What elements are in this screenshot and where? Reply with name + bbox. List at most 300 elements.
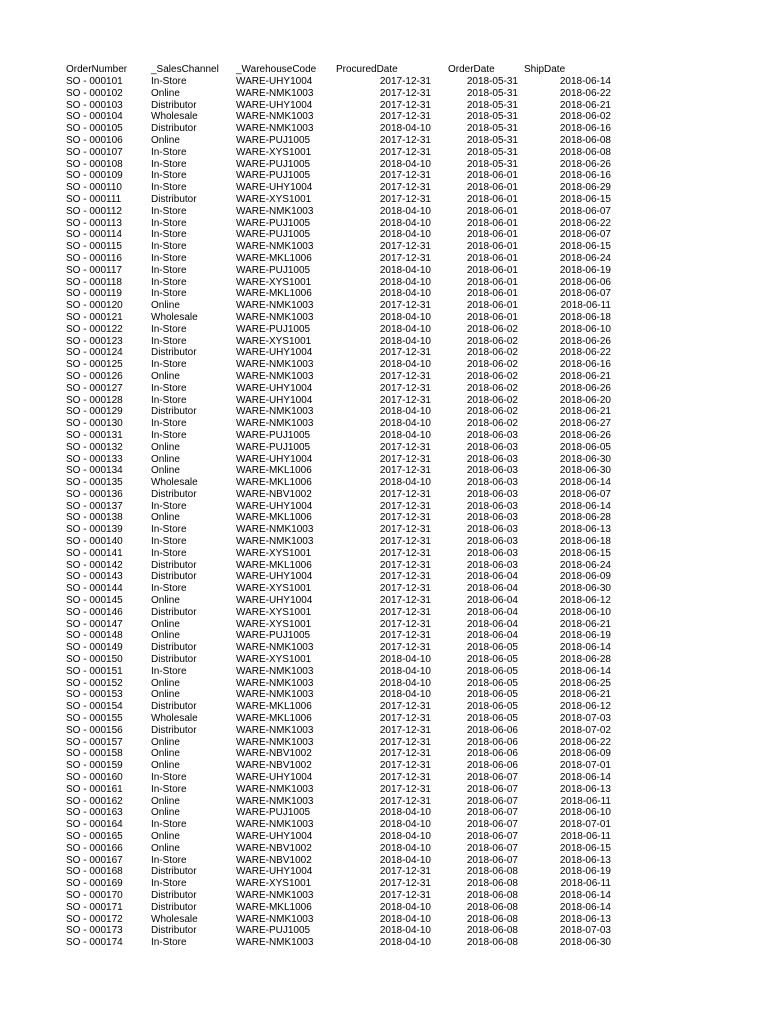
procured-date-cell: 2017-12-31 [379,170,431,182]
procured-date-cell: 2017-12-31 [379,559,431,571]
ship-date-cell: 2018-06-10 [559,807,611,819]
table-row [66,737,611,749]
table-row [66,866,611,878]
ship-date-cell: 2018-06-14 [559,477,611,489]
order-date-cell: 2018-06-05 [466,677,518,689]
ship-date-cell: 2018-06-10 [559,323,611,335]
sales-channel-cell: Online [151,300,180,312]
order-date-cell: 2018-05-31 [466,76,518,87]
table-row [66,300,611,312]
table-row [66,359,611,371]
warehouse-code-cell: WARE-PUJ1005 [236,807,311,819]
order-date-cell: 2018-06-02 [466,394,518,406]
table-row [66,536,611,548]
table-row [66,206,611,218]
table-row [66,324,611,336]
ship-date-cell: 2018-06-26 [559,158,611,170]
procured-date-cell: 2018-04-10 [379,264,431,276]
sales-channel-cell: In-Store [151,665,187,677]
procured-date-cell: 2018-04-10 [379,807,431,819]
warehouse-code-cell: WARE-MKL1006 [236,559,312,571]
header-ship-date: ShipDate [524,64,566,75]
sales-channel-cell: In-Store [151,288,187,300]
procured-date-cell: 2017-12-31 [379,713,431,725]
sales-channel-cell: In-Store [151,854,187,866]
procured-date-cell: 2018-04-10 [379,665,431,677]
order-date-cell: 2018-06-05 [466,665,518,677]
ship-date-cell: 2018-06-27 [559,418,611,430]
order-number-cell: SO - 000127 [66,382,123,394]
ship-date-cell: 2018-06-21 [559,99,611,111]
procured-date-cell: 2017-12-31 [379,252,431,264]
ship-date-cell: 2018-06-25 [559,677,611,689]
warehouse-code-cell: WARE-NMK1003 [236,819,314,831]
warehouse-code-cell: WARE-NBV1002 [236,760,312,772]
header-row [66,63,611,76]
order-date-cell: 2018-06-07 [466,783,518,795]
order-number-cell: SO - 000113 [66,217,122,229]
table-row [66,701,611,713]
order-number-cell: SO - 000173 [66,925,123,937]
order-number-cell: SO - 000139 [66,524,123,536]
order-date-cell: 2018-06-03 [466,477,518,489]
ship-date-cell: 2018-06-14 [559,500,611,512]
table-row [66,524,611,536]
ship-date-cell: 2018-06-07 [559,488,611,500]
sales-channel-cell: Online [151,630,180,642]
ship-date-cell: 2018-06-14 [559,665,611,677]
sales-channel-cell: Online [151,748,180,760]
sales-channel-cell: In-Store [151,276,187,288]
warehouse-code-cell: WARE-NBV1002 [236,854,312,866]
ship-date-cell: 2018-07-01 [559,819,611,831]
order-number-cell: SO - 000164 [66,819,123,831]
order-number-cell: SO - 000163 [66,807,123,819]
order-date-cell: 2018-06-07 [466,854,518,866]
sales-channel-cell: In-Store [151,252,187,264]
warehouse-code-cell: WARE-PUJ1005 [236,158,311,170]
warehouse-code-cell: WARE-NMK1003 [236,889,314,901]
order-date-cell: 2018-06-02 [466,418,518,430]
order-number-cell: SO - 000147 [66,618,123,630]
order-date-cell: 2018-06-07 [466,831,518,842]
order-number-cell: SO - 000125 [66,359,123,371]
warehouse-code-cell: WARE-NMK1003 [236,724,314,736]
sales-channel-cell: Online [151,736,180,748]
warehouse-code-cell: WARE-NMK1003 [236,524,314,536]
order-date-cell: 2018-06-01 [466,300,518,312]
ship-date-cell: 2018-06-22 [559,347,611,359]
sales-channel-cell: Online [151,689,180,701]
ship-date-cell: 2018-06-26 [559,335,611,347]
ship-date-cell: 2018-06-13 [559,524,611,536]
procured-date-cell: 2017-12-31 [379,512,431,524]
order-date-cell: 2018-06-03 [466,500,518,512]
sales-channel-cell: Online [151,842,180,854]
order-date-cell: 2018-06-03 [466,536,518,548]
ship-date-cell: 2018-06-13 [559,854,611,866]
order-date-cell: 2018-06-06 [466,748,518,760]
order-date-cell: 2018-06-03 [466,512,518,524]
warehouse-code-cell: WARE-UHY1004 [236,500,313,512]
sales-channel-cell: Distributor [151,123,197,135]
procured-date-cell: 2018-04-10 [379,323,431,335]
ship-date-cell: 2018-06-07 [559,229,611,241]
sales-channel-cell: In-Store [151,382,187,394]
sales-channel-cell: In-Store [151,217,187,229]
warehouse-code-cell: WARE-XYS1001 [236,276,312,288]
procured-date-cell: 2018-04-10 [379,418,431,430]
order-date-cell: 2018-06-08 [466,866,518,878]
procured-date-cell: 2017-12-31 [379,547,431,559]
table-row [66,277,611,289]
order-number-cell: SO - 000114 [66,229,122,241]
table-row [66,678,611,690]
sales-channel-cell: Distributor [151,701,197,713]
procured-date-cell: 2017-12-31 [379,146,431,158]
ship-date-cell: 2018-06-18 [559,311,611,323]
order-date-cell: 2018-06-04 [466,595,518,607]
order-number-cell: SO - 000168 [66,866,123,878]
ship-date-cell: 2018-06-11 [560,878,611,890]
sales-channel-cell: In-Store [151,583,187,595]
ship-date-cell: 2018-06-15 [559,842,611,854]
order-number-cell: SO - 000131 [66,429,123,441]
order-number-cell: SO - 000107 [66,146,123,158]
sales-channel-cell: In-Store [151,76,187,87]
sales-channel-cell: Online [151,441,180,453]
order-date-cell: 2018-06-02 [466,406,518,418]
order-number-cell: SO - 000149 [66,642,123,654]
order-date-cell: 2018-06-01 [466,241,518,253]
order-date-cell: 2018-05-31 [466,99,518,111]
procured-date-cell: 2017-12-31 [379,571,431,583]
procured-date-cell: 2017-12-31 [379,453,431,465]
order-date-cell: 2018-06-03 [466,465,518,477]
warehouse-code-cell: WARE-PUJ1005 [236,441,311,453]
sales-channel-cell: In-Store [151,418,187,430]
warehouse-code-cell: WARE-UHY1004 [236,99,313,111]
order-date-cell: 2018-06-02 [466,347,518,359]
procured-date-cell: 2017-12-31 [379,241,431,253]
order-number-cell: SO - 000121 [66,311,123,323]
sales-channel-cell: Online [151,453,180,465]
procured-date-cell: 2017-12-31 [379,866,431,878]
sales-channel-cell: In-Store [151,146,187,158]
ship-date-cell: 2018-06-07 [559,288,611,300]
sales-channel-cell: Distributor [151,406,197,418]
ship-date-cell: 2018-06-19 [559,866,611,878]
table-row [66,229,611,241]
procured-date-cell: 2017-12-31 [379,878,431,890]
sales-channel-cell: In-Store [151,524,187,536]
procured-date-cell: 2018-04-10 [379,477,431,489]
ship-date-cell: 2018-06-14 [559,772,611,784]
order-number-cell: SO - 000104 [66,111,123,123]
warehouse-code-cell: WARE-XYS1001 [236,618,312,630]
table-row [66,336,611,348]
order-date-cell: 2018-06-07 [466,819,518,831]
order-number-cell: SO - 000130 [66,418,123,430]
procured-date-cell: 2017-12-31 [379,583,431,595]
table-row [66,312,611,324]
order-number-cell: SO - 000119 [66,288,122,300]
ship-date-cell: 2018-06-02 [559,111,611,123]
sales-channel-cell: Online [151,795,180,807]
warehouse-code-cell: WARE-MKL1006 [236,713,312,725]
table-row [66,831,611,843]
sales-channel-cell: In-Store [151,937,187,949]
order-number-cell: SO - 000153 [66,689,123,701]
sales-channel-cell: In-Store [151,241,187,253]
order-number-cell: SO - 000102 [66,87,123,99]
procured-date-cell: 2018-04-10 [379,335,431,347]
order-number-cell: SO - 000116 [66,252,122,264]
order-number-cell: SO - 000101 [66,76,123,87]
warehouse-code-cell: WARE-XYS1001 [236,146,312,158]
order-date-cell: 2018-06-06 [466,736,518,748]
procured-date-cell: 2018-04-10 [379,654,431,666]
order-date-cell: 2018-06-01 [466,252,518,264]
table-row [66,489,611,501]
order-number-cell: SO - 000144 [66,583,123,595]
ship-date-cell: 2018-06-08 [559,134,611,146]
order-date-cell: 2018-06-02 [466,370,518,382]
procured-date-cell: 2017-12-31 [379,701,431,713]
order-date-cell: 2018-06-02 [466,359,518,371]
table-row [66,796,611,808]
table-row [66,111,611,123]
warehouse-code-cell: WARE-UHY1004 [236,394,313,406]
header-warehouse-code: _WarehouseCode [236,64,317,75]
sales-channel-cell: Online [151,677,180,689]
ship-date-cell: 2018-06-22 [559,217,611,229]
ship-date-cell: 2018-06-05 [559,441,611,453]
sales-channel-cell: Wholesale [151,913,198,925]
order-number-cell: SO - 000142 [66,559,123,571]
ship-date-cell: 2018-06-21 [559,689,611,701]
warehouse-code-cell: WARE-PUJ1005 [236,217,311,229]
ship-date-cell: 2018-06-12 [559,595,611,607]
sales-channel-cell: Online [151,465,180,477]
procured-date-cell: 2017-12-31 [379,394,431,406]
warehouse-code-cell: WARE-NMK1003 [236,418,314,430]
order-date-cell: 2018-06-05 [466,654,518,666]
order-date-cell: 2018-06-06 [466,724,518,736]
header-order-date: OrderDate [448,64,495,75]
procured-date-cell: 2017-12-31 [379,182,431,194]
warehouse-code-cell: WARE-XYS1001 [236,547,312,559]
ship-date-cell: 2018-06-06 [559,276,611,288]
procured-date-cell: 2017-12-31 [379,347,431,359]
order-date-cell: 2018-06-08 [466,913,518,925]
order-number-cell: SO - 000135 [66,477,123,489]
procured-date-cell: 2017-12-31 [379,748,431,760]
ship-date-cell: 2018-06-24 [559,252,611,264]
table-row [66,630,611,642]
ship-date-cell: 2018-06-19 [559,630,611,642]
sales-channel-cell: In-Store [151,264,187,276]
warehouse-code-cell: WARE-NMK1003 [236,300,314,312]
warehouse-code-cell: WARE-NMK1003 [236,736,314,748]
order-number-cell: SO - 000171 [66,901,123,913]
table-row [66,100,611,112]
order-date-cell: 2018-06-04 [466,630,518,642]
table-row [66,713,611,725]
warehouse-code-cell: WARE-NMK1003 [236,677,314,689]
ship-date-cell: 2018-07-03 [559,925,611,937]
procured-date-cell: 2018-04-10 [379,819,431,831]
header-order-number: OrderNumber [66,64,128,75]
order-number-cell: SO - 000132 [66,441,123,453]
table-row [66,383,611,395]
order-number-cell: SO - 000165 [66,831,123,842]
sales-channel-cell: Distributor [151,642,197,654]
warehouse-code-cell: WARE-MKL1006 [236,288,312,300]
sales-channel-cell: Wholesale [151,477,198,489]
order-date-cell: 2018-06-03 [466,429,518,441]
order-date-cell: 2018-06-06 [466,760,518,772]
ship-date-cell: 2018-06-26 [559,429,611,441]
order-date-cell: 2018-05-31 [466,134,518,146]
ship-date-cell: 2018-06-14 [559,901,611,913]
warehouse-code-cell: WARE-XYS1001 [236,654,312,666]
warehouse-code-cell: WARE-XYS1001 [236,193,312,205]
warehouse-code-cell: WARE-NMK1003 [236,241,314,253]
warehouse-code-cell: WARE-NMK1003 [236,783,314,795]
procured-date-cell: 2017-12-31 [379,760,431,772]
warehouse-code-cell: WARE-MKL1006 [236,477,312,489]
order-date-cell: 2018-06-08 [466,889,518,901]
order-number-cell: SO - 000167 [66,854,123,866]
warehouse-code-cell: WARE-NMK1003 [236,689,314,701]
order-number-cell: SO - 000106 [66,134,123,146]
procured-date-cell: 2017-12-31 [379,536,431,548]
warehouse-code-cell: WARE-PUJ1005 [236,630,311,642]
order-date-cell: 2018-06-03 [466,524,518,536]
order-number-cell: SO - 000133 [66,453,123,465]
procured-date-cell: 2018-04-10 [379,677,431,689]
orders-sheet [66,63,626,949]
table-row [66,123,611,135]
warehouse-code-cell: WARE-XYS1001 [236,878,312,890]
warehouse-code-cell: WARE-NMK1003 [236,665,314,677]
sales-channel-cell: Distributor [151,488,197,500]
sales-channel-cell: In-Store [151,335,187,347]
order-number-cell: SO - 000172 [66,913,123,925]
procured-date-cell: 2017-12-31 [379,606,431,618]
procured-date-cell: 2018-04-10 [379,217,431,229]
ship-date-cell: 2018-06-21 [559,618,611,630]
order-number-cell: SO - 000156 [66,724,123,736]
warehouse-code-cell: WARE-PUJ1005 [236,170,311,182]
ship-date-cell: 2018-06-18 [559,536,611,548]
sales-channel-cell: In-Store [151,783,187,795]
ship-date-cell: 2018-06-15 [559,241,611,253]
warehouse-code-cell: WARE-UHY1004 [236,866,313,878]
table-row [66,689,611,701]
table-row [66,501,611,513]
ship-date-cell: 2018-06-14 [559,889,611,901]
table-row [66,253,611,265]
table-row [66,772,611,784]
table-row [66,784,611,796]
table-row [66,560,611,572]
sales-channel-cell: Online [151,134,180,146]
sales-channel-cell: Distributor [151,925,197,937]
ship-date-cell: 2018-06-28 [559,654,611,666]
procured-date-cell: 2018-04-10 [379,123,431,135]
order-number-cell: SO - 000112 [66,205,122,217]
procured-date-cell: 2018-04-10 [379,854,431,866]
order-number-cell: SO - 000122 [66,323,123,335]
order-number-cell: SO - 000126 [66,370,123,382]
table-row [66,265,611,277]
procured-date-cell: 2018-04-10 [379,842,431,854]
warehouse-code-cell: WARE-NMK1003 [236,311,314,323]
order-date-cell: 2018-06-01 [466,288,518,300]
table-row [66,937,611,949]
procured-date-cell: 2017-12-31 [379,441,431,453]
warehouse-code-cell: WARE-MKL1006 [236,512,312,524]
warehouse-code-cell: WARE-UHY1004 [236,595,313,607]
order-date-cell: 2018-06-08 [466,937,518,949]
warehouse-code-cell: WARE-XYS1001 [236,606,312,618]
order-date-cell: 2018-05-31 [466,123,518,135]
order-date-cell: 2018-06-05 [466,642,518,654]
order-date-cell: 2018-06-05 [466,701,518,713]
order-date-cell: 2018-06-03 [466,547,518,559]
sales-channel-cell: In-Store [151,359,187,371]
warehouse-code-cell: WARE-PUJ1005 [236,323,311,335]
order-date-cell: 2018-05-31 [466,158,518,170]
warehouse-code-cell: WARE-UHY1004 [236,382,313,394]
table-row [66,442,611,454]
warehouse-code-cell: WARE-NMK1003 [236,536,314,548]
order-number-cell: SO - 000115 [66,241,122,253]
procured-date-cell: 2018-04-10 [379,158,431,170]
procured-date-cell: 2017-12-31 [379,193,431,205]
order-number-cell: SO - 000166 [66,842,123,854]
order-date-cell: 2018-06-08 [466,925,518,937]
order-date-cell: 2018-06-03 [466,441,518,453]
order-date-cell: 2018-05-31 [466,87,518,99]
sales-channel-cell: Wholesale [151,111,198,123]
procured-date-cell: 2017-12-31 [379,889,431,901]
procured-date-cell: 2018-04-10 [379,913,431,925]
table-row [66,855,611,867]
procured-date-cell: 2017-12-31 [379,595,431,607]
procured-date-cell: 2017-12-31 [379,111,431,123]
sales-channel-cell: Online [151,831,180,842]
warehouse-code-cell: WARE-UHY1004 [236,453,313,465]
procured-date-cell: 2017-12-31 [379,370,431,382]
orders-table [66,63,611,949]
order-number-cell: SO - 000111 [66,193,122,205]
procured-date-cell: 2017-12-31 [379,99,431,111]
table-row [66,583,611,595]
table-row [66,595,611,607]
order-number-cell: SO - 000145 [66,595,123,607]
table-row [66,619,611,631]
sales-channel-cell: Online [151,618,180,630]
warehouse-code-cell: WARE-UHY1004 [236,831,313,842]
sales-channel-cell: Online [151,760,180,772]
order-number-cell: SO - 000105 [66,123,123,135]
warehouse-code-cell: WARE-UHY1004 [236,182,313,194]
procured-date-cell: 2017-12-31 [379,76,431,87]
table-row [66,571,611,583]
